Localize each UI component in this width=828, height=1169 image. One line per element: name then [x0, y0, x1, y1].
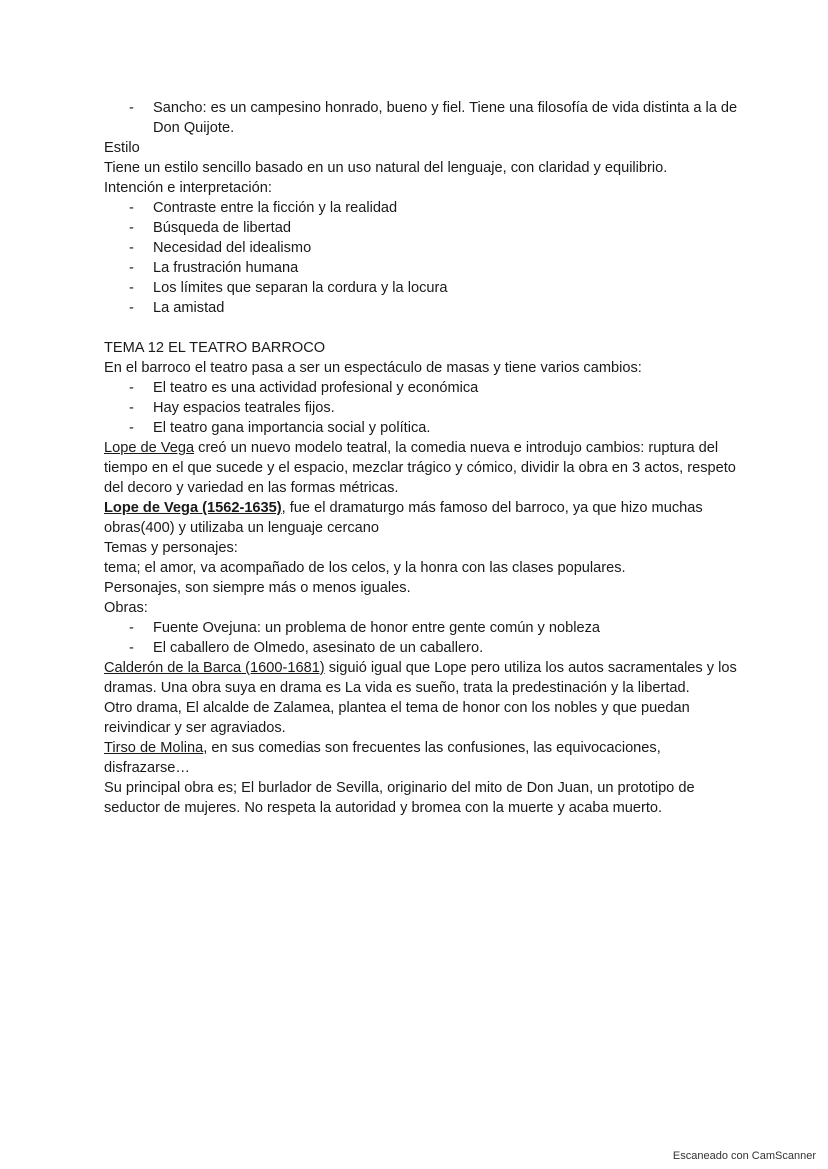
list-item: - Los límites que separan la cordura y la locura [104, 278, 744, 298]
tirso-name: Tirso de Molina [104, 740, 204, 756]
lope-bio-text: , fue el dramaturgo más famoso del barroco, ya que hizo muchas obras(400) y utilizaba un lenguaje cercano [104, 500, 703, 536]
list-item: - El teatro gana importancia social y política. [104, 418, 744, 438]
calderon-name: Calderón de la Barca (1600-1681) [104, 660, 325, 676]
lope-text: creó un nuevo modelo teatral, la comedia nueva e introdujo cambios: ruptura del tiempo en el que sucede y el espacio, mezclar trágico y cómico, dividir la obra en 3 actos, respeto del decoro y variedad en las formas métricas. [104, 440, 736, 496]
list-item: - La frustración humana [104, 258, 744, 278]
lope-bio-name: Lope de Vega (1562-1635) [104, 500, 282, 516]
intencion-heading: Intención e interpretación: [104, 180, 272, 196]
list-item: - El teatro es una actividad profesional y económica [104, 378, 744, 398]
document-page [104, 98, 744, 818]
tema12-intro: En el barroco el teatro pasa a ser un espectáculo de masas y tiene varios cambios: [104, 360, 642, 376]
lope-name: Lope de Vega [104, 440, 195, 456]
calderon-text: siguió igual que Lope pero utiliza los autos sacramentales y los dramas. Una obra suya en drama es La vida es sueño, trata la predestinación y la libertad. [104, 660, 737, 696]
list-item: - El caballero de Olmedo, asesinato de un caballero. [104, 638, 744, 658]
list-item: - Contraste entre la ficción y la realidad [104, 198, 744, 218]
scanner-watermark: Escaneado con CamScanner [672, 1150, 816, 1162]
list-item: - La amistad [104, 298, 744, 318]
list-item: - Necesidad del idealismo [104, 238, 744, 258]
lope-paragraph [104, 438, 744, 498]
tirso-paragraph [104, 738, 744, 778]
spacer [104, 318, 744, 338]
obras-list [104, 618, 744, 658]
obras-heading: Obras: [104, 600, 148, 616]
calderon-paragraph [104, 658, 744, 698]
estilo-text: Tiene un estilo sencillo basado en un uso natural del lenguaje, con claridad y equilibrio. [104, 160, 668, 176]
tema12-list [104, 378, 744, 438]
list-item: - Búsqueda de libertad [104, 218, 744, 238]
intencion-list [104, 198, 744, 318]
estilo-heading: Estilo [104, 140, 140, 156]
calderon-otro: Otro drama, El alcalde de Zalamea, plantea el tema de honor con los nobles y que puedan reivindicar y ser agraviados. [104, 700, 690, 736]
tirso-obra: Su principal obra es; El burlador de Sevilla, originario del mito de Don Juan, un prototipo de seductor de mujeres. No respeta la autoridad y bromea con la muerte y acaba muerto. [104, 780, 695, 816]
temas-personajes: Personajes, son siempre más o menos iguales. [104, 580, 411, 596]
temas-tema: tema; el amor, va acompañado de los celos, y la honra con las clases populares. [104, 560, 626, 576]
tirso-text: , en sus comedias son frecuentes las confusiones, las equivocaciones, disfrazarse… [104, 740, 661, 776]
sancho-list [104, 98, 744, 138]
list-item: - Fuente Ovejuna: un problema de honor entre gente común y nobleza [104, 618, 744, 638]
list-item: - Sancho: es un campesino honrado, bueno y fiel. Tiene una filosofía de vida distinta a la de Don Quijote. [104, 98, 744, 138]
list-item: - Hay espacios teatrales fijos. [104, 398, 744, 418]
temas-heading: Temas y personajes: [104, 540, 238, 556]
section-title: TEMA 12 EL TEATRO BARROCO [104, 340, 326, 356]
lope-bio-paragraph [104, 498, 744, 538]
